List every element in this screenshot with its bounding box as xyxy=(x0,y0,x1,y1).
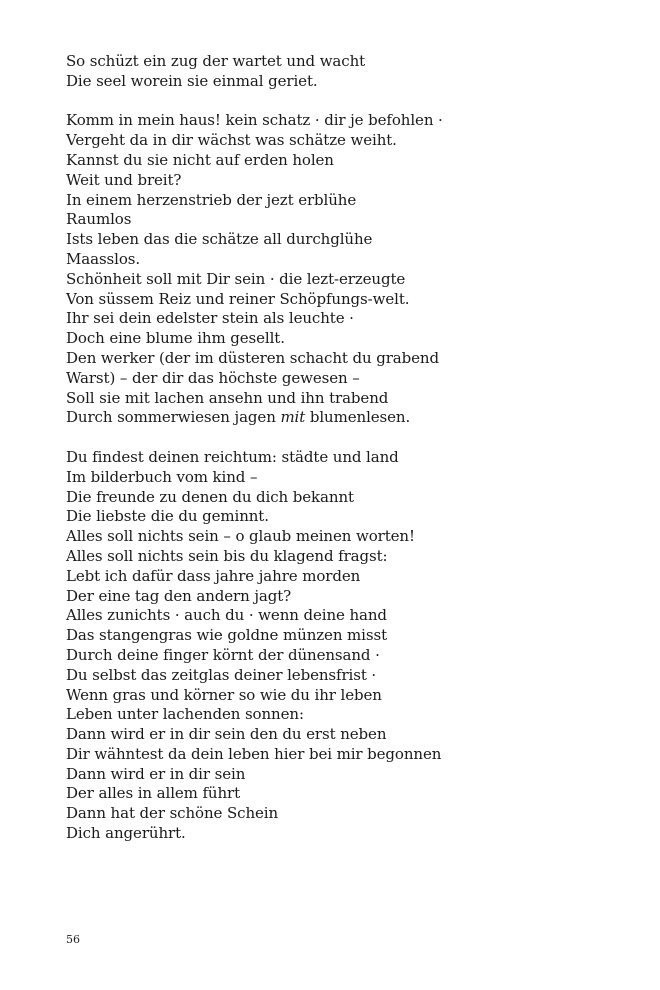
poem-line: Raumlos xyxy=(66,210,132,229)
poem-line: Soll sie mit lachen ansehn und ihn trabend xyxy=(66,388,389,407)
stanza-2 xyxy=(66,111,606,428)
line-text-after: blumenlesen. xyxy=(305,408,411,427)
poem-line: Warst) – der dir das höchste gewesen – xyxy=(66,368,360,387)
poem-line: Die freunde zu denen du dich bekannt xyxy=(66,487,354,506)
poem-line: Kannst du sie nicht auf erden holen xyxy=(66,150,334,169)
poem-line: Die seel worein sie einmal geriet. xyxy=(66,71,318,90)
poem-line: So schüzt ein zug der wartet und wacht xyxy=(66,52,366,70)
stanza-1 xyxy=(66,52,606,92)
poem-line: Alles zunichts · auch du · wenn deine hand xyxy=(66,606,387,625)
page-number: 56 xyxy=(66,933,80,946)
poem xyxy=(66,52,606,844)
poem-line: Die liebste die du geminnt. xyxy=(66,507,269,526)
poem-line: Schönheit soll mit Dir sein · die lezt-erzeugte xyxy=(66,269,406,288)
poem-line: Maasslos. xyxy=(66,249,141,268)
poem-line: Ihr sei dein edelster stein als leuchte · xyxy=(66,309,354,328)
poem-line: In einem herzenstrieb der jezt erblühe xyxy=(66,190,357,209)
line-text-before: Durch sommerwiesen jagen xyxy=(66,408,281,427)
poem-line: Ists leben das die schätze all durchglühe xyxy=(66,230,373,249)
poem-line: Vergeht da in dir wächst was schätze weiht. xyxy=(66,131,397,150)
poem-line: Wenn gras und körner so wie du ihr leben xyxy=(66,685,382,704)
poem-line: Dann hat der schöne Schein xyxy=(66,804,279,823)
poem-line: Leben unter lachenden sonnen: xyxy=(66,705,304,724)
poem-line: Lebt ich dafür dass jahre jahre morden xyxy=(66,566,361,585)
italic-word: mit xyxy=(280,408,306,427)
poem-line: Dir wähntest da dein leben hier bei mir begonnen xyxy=(66,744,442,763)
poem-line: Im bilderbuch vom kind – xyxy=(66,467,258,486)
poem-line: Dann wird er in dir sein xyxy=(66,764,246,783)
poem-line: Den werker (der im düsteren schacht du grabend xyxy=(66,348,439,367)
poem-line: Dich angerührt. xyxy=(66,824,186,843)
poem-line: Dann wird er in dir sein den du erst neben xyxy=(66,725,387,744)
poem-line: Durch deine finger körnt der dünensand · xyxy=(66,645,380,664)
poem-line: Alles soll nichts sein – o glaub meinen worten! xyxy=(66,527,415,546)
poem-line: Komm in mein haus! kein schatz · dir je befohlen · xyxy=(66,111,443,130)
poem-line: Doch eine blume ihm gesellt. xyxy=(66,329,285,348)
poem-line: Von süssem Reiz und reiner Schöpfungs-welt. xyxy=(66,289,410,308)
poem-line: Der alles in allem führt xyxy=(66,784,241,803)
poem-line: Das stangengras wie goldne münzen misst xyxy=(66,626,388,645)
stanza-3 xyxy=(66,448,606,844)
poem-line: Weit und breit? xyxy=(66,170,182,189)
poem-line: Der eine tag den andern jagt? xyxy=(66,586,292,605)
poem-line: Alles soll nichts sein bis du klagend fragst: xyxy=(66,546,388,565)
poem-line: Du selbst das zeitglas deiner lebensfrist · xyxy=(66,665,377,684)
poem-line-with-italic xyxy=(66,408,606,428)
poem-line: Du findest deinen reichtum: städte und land xyxy=(66,447,399,466)
